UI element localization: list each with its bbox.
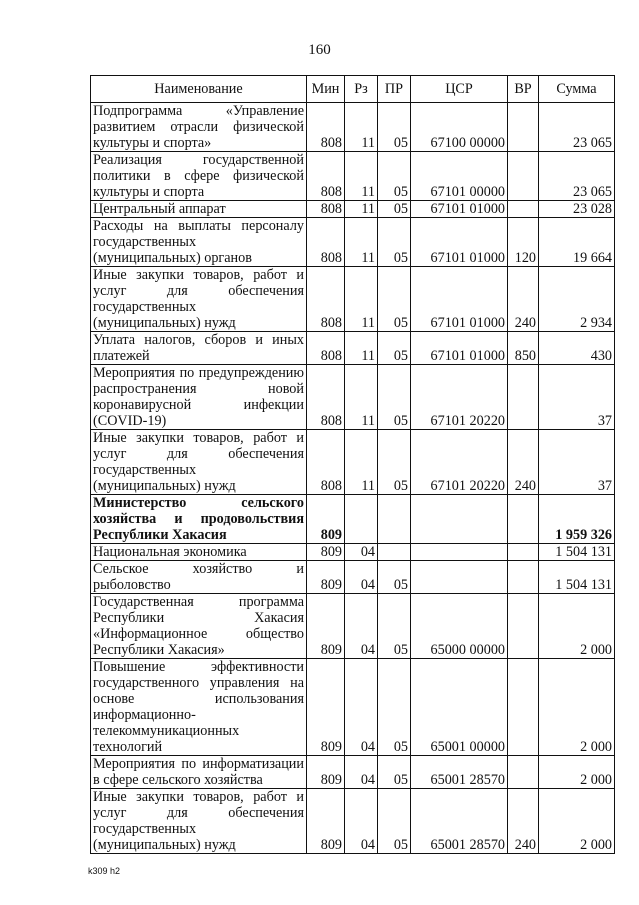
cell-vr — [508, 544, 539, 561]
cell-min: 808 — [307, 332, 345, 365]
cell-min: 809 — [307, 659, 345, 756]
cell-csr: 65001 28570 — [411, 789, 508, 854]
cell-rz: 04 — [345, 789, 378, 854]
cell-rz: 04 — [345, 594, 378, 659]
table-row — [91, 594, 615, 659]
cell-name: Уплата налогов, сборов и иных платежей — [91, 332, 307, 365]
cell-name: Подпрограмма «Управление развитием отрасли физической культуры и спорта» — [91, 103, 307, 152]
cell-name: Повышение эффективности государственного управления на основе использования информационно-телекоммуникационных технологий — [91, 659, 307, 756]
cell-rz: 11 — [345, 267, 378, 332]
cell-sum: 2 000 — [539, 789, 615, 854]
cell-name: Расходы на выплаты персоналу государственных (муниципальных) органов — [91, 218, 307, 267]
cell-vr — [508, 365, 539, 430]
header-csr: ЦСР — [411, 76, 508, 103]
cell-min: 808 — [307, 430, 345, 495]
table-row — [91, 152, 615, 201]
cell-pr: 05 — [378, 332, 411, 365]
cell-sum: 430 — [539, 332, 615, 365]
cell-min: 808 — [307, 365, 345, 430]
header-vr: ВР — [508, 76, 539, 103]
table-row — [91, 561, 615, 594]
cell-vr: 850 — [508, 332, 539, 365]
cell-sum: 2 934 — [539, 267, 615, 332]
cell-min: 808 — [307, 218, 345, 267]
table-row — [91, 267, 615, 332]
cell-min: 809 — [307, 789, 345, 854]
cell-sum: 23 065 — [539, 103, 615, 152]
cell-pr — [378, 495, 411, 544]
cell-sum: 37 — [539, 430, 615, 495]
cell-rz: 11 — [345, 332, 378, 365]
cell-min: 809 — [307, 544, 345, 561]
cell-csr — [411, 495, 508, 544]
table-row — [91, 789, 615, 854]
cell-csr: 65001 00000 — [411, 659, 508, 756]
cell-pr: 05 — [378, 756, 411, 789]
cell-vr — [508, 495, 539, 544]
cell-vr — [508, 103, 539, 152]
table-row — [91, 103, 615, 152]
cell-pr: 05 — [378, 561, 411, 594]
table-row — [91, 332, 615, 365]
budget-table-container — [90, 75, 615, 854]
header-pr: ПР — [378, 76, 411, 103]
cell-csr: 65001 28570 — [411, 756, 508, 789]
cell-min: 809 — [307, 561, 345, 594]
cell-name: Министерство сельского хозяйства и продовольствия Республики Хакасия — [91, 495, 307, 544]
cell-rz: 11 — [345, 103, 378, 152]
cell-vr — [508, 201, 539, 218]
cell-csr: 67101 20220 — [411, 365, 508, 430]
cell-name: Реализация государственной политики в сфере физической культуры и спорта — [91, 152, 307, 201]
cell-rz: 11 — [345, 430, 378, 495]
table-body — [91, 103, 615, 854]
cell-csr: 67101 20220 — [411, 430, 508, 495]
table-row — [91, 659, 615, 756]
cell-sum: 19 664 — [539, 218, 615, 267]
cell-pr: 05 — [378, 594, 411, 659]
footer-code: k309 h2 — [88, 866, 121, 876]
cell-name: Мероприятия по информатизации в сфере сельского хозяйства — [91, 756, 307, 789]
cell-csr — [411, 561, 508, 594]
table-row — [91, 495, 615, 544]
cell-csr: 67101 01000 — [411, 201, 508, 218]
cell-rz: 11 — [345, 201, 378, 218]
cell-name: Центральный аппарат — [91, 201, 307, 218]
cell-pr: 05 — [378, 430, 411, 495]
cell-name: Иные закупки товаров, работ и услуг для обеспечения государственных (муниципальных) нужд — [91, 789, 307, 854]
cell-sum: 1 504 131 — [539, 561, 615, 594]
cell-csr: 67101 00000 — [411, 152, 508, 201]
cell-rz: 11 — [345, 365, 378, 430]
cell-rz — [345, 495, 378, 544]
header-name: Наименование — [91, 76, 307, 103]
cell-vr — [508, 594, 539, 659]
cell-name: Мероприятия по предупреждению распространения новой коронавирусной инфекции (COVID-19) — [91, 365, 307, 430]
cell-min: 808 — [307, 152, 345, 201]
cell-vr — [508, 659, 539, 756]
header-sum: Сумма — [539, 76, 615, 103]
cell-sum: 2 000 — [539, 756, 615, 789]
cell-csr: 67100 00000 — [411, 103, 508, 152]
header-min: Мин — [307, 76, 345, 103]
cell-rz: 04 — [345, 544, 378, 561]
header-rz: Рз — [345, 76, 378, 103]
cell-sum: 37 — [539, 365, 615, 430]
cell-sum: 23 065 — [539, 152, 615, 201]
cell-name: Государственная программа Республики Хакасия «Информационное общество Республики Хакасия» — [91, 594, 307, 659]
cell-sum: 1 959 326 — [539, 495, 615, 544]
cell-rz: 11 — [345, 152, 378, 201]
table-row — [91, 218, 615, 267]
cell-sum: 23 028 — [539, 201, 615, 218]
cell-pr: 05 — [378, 365, 411, 430]
cell-min: 808 — [307, 201, 345, 218]
cell-rz: 04 — [345, 561, 378, 594]
budget-table — [90, 75, 615, 854]
cell-pr: 05 — [378, 152, 411, 201]
cell-csr: 65000 00000 — [411, 594, 508, 659]
table-row — [91, 430, 615, 495]
cell-pr: 05 — [378, 218, 411, 267]
cell-csr: 67101 01000 — [411, 218, 508, 267]
table-row — [91, 544, 615, 561]
cell-sum: 2 000 — [539, 659, 615, 756]
cell-sum: 1 504 131 — [539, 544, 615, 561]
cell-min: 809 — [307, 594, 345, 659]
page-number: 160 — [308, 42, 331, 58]
table-row — [91, 756, 615, 789]
table-row — [91, 365, 615, 430]
cell-csr: 67101 01000 — [411, 267, 508, 332]
cell-pr: 05 — [378, 659, 411, 756]
cell-vr — [508, 756, 539, 789]
cell-vr — [508, 561, 539, 594]
cell-rz: 11 — [345, 218, 378, 267]
cell-vr: 240 — [508, 789, 539, 854]
cell-rz: 04 — [345, 659, 378, 756]
cell-csr: 67101 01000 — [411, 332, 508, 365]
cell-pr: 05 — [378, 103, 411, 152]
cell-csr — [411, 544, 508, 561]
cell-name: Сельское хозяйство и рыболовство — [91, 561, 307, 594]
cell-vr: 120 — [508, 218, 539, 267]
cell-pr: 05 — [378, 789, 411, 854]
cell-rz: 04 — [345, 756, 378, 789]
cell-name: Национальная экономика — [91, 544, 307, 561]
cell-min: 809 — [307, 756, 345, 789]
cell-vr — [508, 152, 539, 201]
cell-name: Иные закупки товаров, работ и услуг для обеспечения государственных (муниципальных) нужд — [91, 267, 307, 332]
cell-vr: 240 — [508, 430, 539, 495]
cell-name: Иные закупки товаров, работ и услуг для обеспечения государственных (муниципальных) нужд — [91, 430, 307, 495]
cell-pr: 05 — [378, 267, 411, 332]
table-header-row — [91, 76, 615, 103]
cell-pr — [378, 544, 411, 561]
cell-min: 808 — [307, 103, 345, 152]
table-row — [91, 201, 615, 218]
cell-min: 809 — [307, 495, 345, 544]
cell-min: 808 — [307, 267, 345, 332]
cell-vr: 240 — [508, 267, 539, 332]
cell-pr: 05 — [378, 201, 411, 218]
cell-sum: 2 000 — [539, 594, 615, 659]
